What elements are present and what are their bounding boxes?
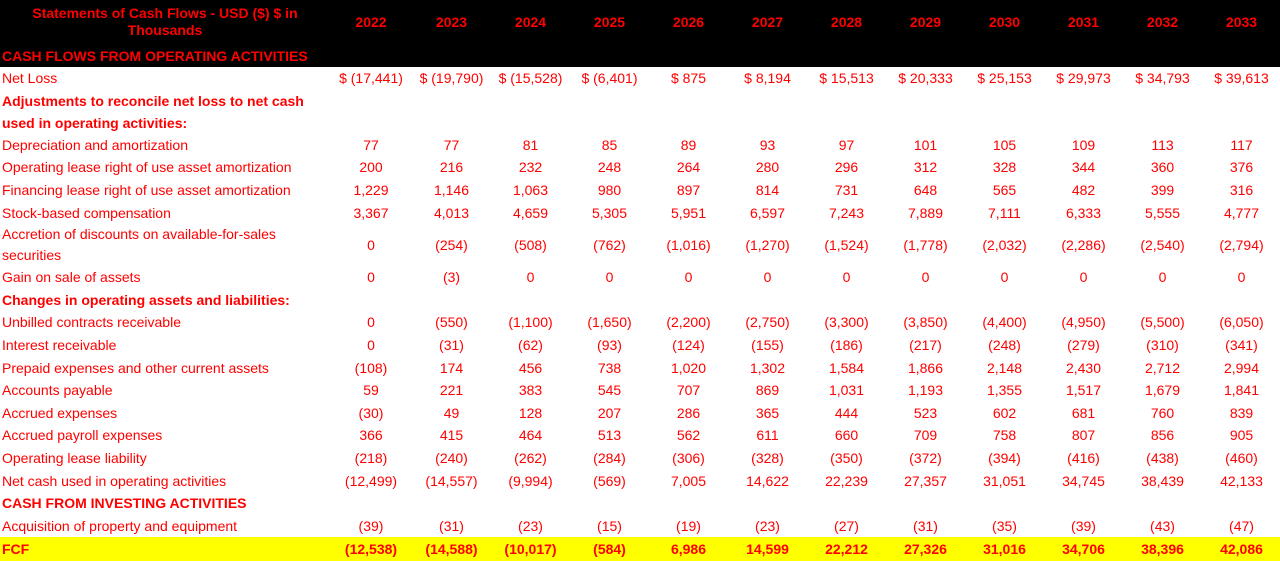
row-value: (9,994) <box>508 472 553 489</box>
table-row <box>0 201 1280 224</box>
row-value: 38,439 <box>1141 472 1184 489</box>
year-header: 2029 <box>886 0 965 44</box>
row-value: 1,517 <box>1065 382 1102 399</box>
row-value: 611 <box>756 427 779 444</box>
year-header: 2032 <box>1123 0 1202 44</box>
row-value: 399 <box>1150 182 1175 199</box>
row-value: 7,889 <box>907 204 944 221</box>
row-value: 1,063 <box>512 182 549 199</box>
row-value: 286 <box>676 404 701 421</box>
row-value: 34,745 <box>1062 472 1105 489</box>
row-value: 31,051 <box>983 472 1026 489</box>
row-value: (1,016) <box>666 236 711 253</box>
row-value: 7,111 <box>988 204 1021 221</box>
row-value: (341) <box>1225 337 1258 354</box>
row-value: (15) <box>597 517 622 534</box>
row-label: Gain on sale of assets <box>2 269 141 286</box>
row-value: 513 <box>597 427 622 444</box>
row-value: 565 <box>992 182 1017 199</box>
row-value: 1,841 <box>1223 382 1260 399</box>
row-value: 101 <box>913 136 938 153</box>
row-value: 415 <box>439 427 464 444</box>
row-value: 109 <box>1071 136 1096 153</box>
row-value: (14,557) <box>425 472 478 489</box>
year-header: 2031 <box>1044 0 1123 44</box>
table-row <box>0 515 1280 538</box>
row-value: 839 <box>1229 404 1254 421</box>
row-label: Acquisition of property and equipment <box>2 517 238 534</box>
row-value: 980 <box>597 182 622 199</box>
row-value: 2,148 <box>986 359 1023 376</box>
row-value: 660 <box>834 427 859 444</box>
header-row <box>0 0 1280 44</box>
row-value: (508) <box>514 236 547 253</box>
row-value: 0 <box>842 269 851 286</box>
row-value: (2,540) <box>1140 236 1185 253</box>
row-value: 2,430 <box>1065 359 1102 376</box>
section-changes <box>0 289 1280 312</box>
row-value: 93 <box>759 136 776 153</box>
row-value: (43) <box>1150 517 1175 534</box>
year-header: 2023 <box>412 0 491 44</box>
row-value: 344 <box>1071 159 1096 176</box>
row-value: (35) <box>992 517 1017 534</box>
row-value: 1,146 <box>433 182 470 199</box>
row-value: 42,086 <box>1202 537 1280 561</box>
row-value: (584) <box>570 537 649 561</box>
row-value: 105 <box>992 136 1017 153</box>
row-value: 5,305 <box>591 204 628 221</box>
row-value: (10,017) <box>491 537 570 561</box>
row-label: Net Loss <box>2 70 58 87</box>
table-row <box>0 67 1280 90</box>
row-value: 482 <box>1071 182 1096 199</box>
row-value: 77 <box>363 136 379 153</box>
section-heading: CASH FROM INVESTING ACTIVITIES <box>2 495 247 512</box>
row-value: 545 <box>597 382 622 399</box>
row-value: (186) <box>830 337 863 354</box>
row-value: (124) <box>672 337 705 354</box>
row-value: (47) <box>1229 517 1254 534</box>
row-value: 174 <box>439 359 464 376</box>
row-value: 31,016 <box>965 537 1044 561</box>
row-value: 814 <box>755 182 780 199</box>
row-value: 4,659 <box>512 204 549 221</box>
table-row <box>0 402 1280 425</box>
row-value: (12,538) <box>330 537 412 561</box>
row-value: 117 <box>1230 136 1253 153</box>
row-value: (248) <box>988 337 1021 354</box>
row-value: $ (17,441) <box>339 70 403 87</box>
row-value: 1,584 <box>828 359 865 376</box>
cash-flow-table <box>0 0 1280 67</box>
row-value: 1,866 <box>907 359 944 376</box>
row-value: (3,850) <box>903 314 948 331</box>
table-row <box>0 224 1280 266</box>
row-value: $ 39,613 <box>1214 70 1269 87</box>
row-value: 0 <box>921 269 930 286</box>
row-label: Operating lease right of use asset amortization <box>2 159 292 176</box>
row-value: $ 20,333 <box>898 70 953 87</box>
row-label: Net cash used in operating activities <box>2 472 227 489</box>
row-value: 97 <box>838 136 855 153</box>
row-value: (394) <box>988 450 1021 467</box>
row-value: (39) <box>1071 517 1096 534</box>
row-value: 14,599 <box>728 537 807 561</box>
row-value: 1,193 <box>907 382 944 399</box>
row-value: (62) <box>518 337 543 354</box>
table-title: Statements of Cash Flows - USD ($) $ in Thousands <box>0 0 330 44</box>
table-row <box>0 537 1280 561</box>
row-value: (1,778) <box>903 236 948 253</box>
row-value: 6,986 <box>649 537 728 561</box>
row-value: 316 <box>1229 182 1254 199</box>
row-value: (569) <box>593 472 626 489</box>
row-value: 81 <box>522 136 539 153</box>
row-value: 49 <box>443 404 460 421</box>
row-value: (14,588) <box>412 537 491 561</box>
row-value: 758 <box>992 427 1017 444</box>
row-value: 0 <box>367 314 375 331</box>
row-value: 7,243 <box>828 204 865 221</box>
row-value: (108) <box>354 359 388 376</box>
row-value: $ 29,973 <box>1056 70 1111 87</box>
row-value: 562 <box>676 427 701 444</box>
row-value: 444 <box>834 404 859 421</box>
row-label: Accounts payable <box>2 382 113 399</box>
row-value: (2,750) <box>745 314 790 331</box>
year-header: 2030 <box>965 0 1044 44</box>
row-value: (4,400) <box>982 314 1027 331</box>
row-value: 0 <box>367 236 375 253</box>
row-value: $ 34,793 <box>1135 70 1190 87</box>
row-value: (30) <box>358 404 384 421</box>
row-value: 296 <box>834 159 859 176</box>
row-value: 1,229 <box>353 182 389 199</box>
section-heading: Adjustments to reconcile net loss to net cash used in operating activities: <box>2 92 304 131</box>
row-value: 280 <box>755 159 780 176</box>
row-value: (254) <box>435 236 468 253</box>
row-value: 5,555 <box>1144 204 1181 221</box>
row-value: 0 <box>763 269 772 286</box>
section-heading: Changes in operating assets and liabilities: <box>2 291 290 308</box>
table-row <box>0 447 1280 470</box>
row-label: Prepaid expenses and other current assets <box>2 359 269 376</box>
table-row <box>0 334 1280 357</box>
row-value: 0 <box>1079 269 1088 286</box>
row-value: 128 <box>518 404 543 421</box>
row-value: (23) <box>755 517 780 534</box>
year-header: 2027 <box>728 0 807 44</box>
row-value: $ (15,528) <box>498 70 563 87</box>
row-value: (3,300) <box>824 314 869 331</box>
row-value: 34,706 <box>1044 537 1123 561</box>
row-value: (460) <box>1225 450 1258 467</box>
row-value: (284) <box>593 450 626 467</box>
row-value: 232 <box>518 159 543 176</box>
row-value: 709 <box>913 427 938 444</box>
row-value: 707 <box>676 382 701 399</box>
row-value: $ 15,513 <box>819 70 874 87</box>
row-value: (1,650) <box>587 314 632 331</box>
row-value: 85 <box>601 136 618 153</box>
row-value: 0 <box>1237 269 1246 286</box>
row-value: (39) <box>358 517 384 534</box>
row-value: 738 <box>597 359 622 376</box>
row-value: (550) <box>435 314 468 331</box>
row-value: 905 <box>1229 427 1254 444</box>
row-value: 0 <box>526 269 535 286</box>
row-value: 5,951 <box>670 204 707 221</box>
row-value: (6,050) <box>1219 314 1264 331</box>
cash-flow-body <box>0 67 1280 561</box>
row-value: (310) <box>1146 337 1179 354</box>
row-value: 27,357 <box>904 472 947 489</box>
row-label: FCF <box>0 537 330 561</box>
row-value: 0 <box>684 269 693 286</box>
row-value: 3,367 <box>353 204 389 221</box>
row-value: (350) <box>830 450 863 467</box>
row-value: 113 <box>1151 136 1174 153</box>
row-value: 648 <box>913 182 938 199</box>
row-value: 1,679 <box>1144 382 1181 399</box>
row-value: (262) <box>514 450 547 467</box>
row-value: 856 <box>1150 427 1175 444</box>
row-value: 731 <box>834 182 859 199</box>
row-value: 221 <box>439 382 464 399</box>
row-value: 6,333 <box>1065 204 1102 221</box>
row-value: 77 <box>443 136 460 153</box>
row-value: (12,499) <box>344 472 398 489</box>
table-row <box>0 311 1280 334</box>
row-value: 0 <box>367 269 375 286</box>
section-adjustments <box>0 90 1280 134</box>
row-value: (1,100) <box>508 314 553 331</box>
table-row <box>0 156 1280 179</box>
row-value: (1,270) <box>745 236 790 253</box>
row-value: 383 <box>518 382 543 399</box>
row-value: (2,286) <box>1061 236 1106 253</box>
row-value: (23) <box>518 517 543 534</box>
row-value: (438) <box>1146 450 1179 467</box>
row-value: $ (19,790) <box>419 70 484 87</box>
row-label: Operating lease liability <box>2 450 147 467</box>
row-value: 869 <box>755 382 780 399</box>
row-value: (27) <box>834 517 859 534</box>
row-value: 523 <box>913 404 938 421</box>
row-label: Accrued payroll expenses <box>2 427 163 444</box>
row-value: (279) <box>1067 337 1100 354</box>
row-value: 0 <box>367 337 375 354</box>
row-value: 1,031 <box>828 382 865 399</box>
row-value: 22,239 <box>825 472 868 489</box>
row-value: 464 <box>518 427 543 444</box>
row-value: 1,302 <box>749 359 786 376</box>
row-value: 2,712 <box>1144 359 1181 376</box>
row-value: 312 <box>913 159 938 176</box>
row-value: (4,950) <box>1061 314 1106 331</box>
row-value: (5,500) <box>1140 314 1185 331</box>
row-value: 207 <box>597 404 622 421</box>
row-value: 216 <box>439 159 464 176</box>
row-value: (19) <box>676 517 701 534</box>
row-label: Depreciation and amortization <box>2 136 188 153</box>
row-value: $ (6,401) <box>581 70 638 87</box>
row-value: 264 <box>676 159 701 176</box>
year-header: 2028 <box>807 0 886 44</box>
row-value: 4,777 <box>1223 204 1260 221</box>
year-header: 2033 <box>1202 0 1280 44</box>
row-value: 807 <box>1071 427 1096 444</box>
row-value: 0 <box>1158 269 1167 286</box>
year-header: 2024 <box>491 0 570 44</box>
row-value: 27,326 <box>886 537 965 561</box>
row-value: 6,597 <box>749 204 786 221</box>
row-value: $ 8,194 <box>744 70 791 87</box>
row-value: $ 875 <box>670 70 707 87</box>
row-value: 38,396 <box>1123 537 1202 561</box>
row-label: Interest receivable <box>2 337 117 354</box>
year-header: 2025 <box>570 0 649 44</box>
row-value: 328 <box>992 159 1017 176</box>
table-row <box>0 134 1280 157</box>
row-value: 2,994 <box>1223 359 1260 376</box>
row-value: (31) <box>913 517 938 534</box>
row-value: (416) <box>1067 450 1100 467</box>
table-row <box>0 424 1280 447</box>
row-value: 360 <box>1150 159 1175 176</box>
row-value: (93) <box>597 337 622 354</box>
row-value: 89 <box>680 136 697 153</box>
row-label: Unbilled contracts receivable <box>2 314 181 331</box>
section-investing <box>0 492 1280 515</box>
row-value: (31) <box>439 337 464 354</box>
row-value: (31) <box>439 517 464 534</box>
table-row <box>0 356 1280 379</box>
row-value: 760 <box>1150 404 1175 421</box>
row-value: 897 <box>676 182 701 199</box>
row-value: (217) <box>909 337 942 354</box>
row-value: 4,013 <box>433 204 470 221</box>
row-value: 1,355 <box>986 382 1023 399</box>
row-value: 602 <box>992 404 1017 421</box>
row-value: (240) <box>435 450 468 467</box>
row-value: 0 <box>1000 269 1009 286</box>
row-value: 22,212 <box>807 537 886 561</box>
row-value: 456 <box>518 359 543 376</box>
row-value: 7,005 <box>670 472 707 489</box>
row-value: 376 <box>1229 159 1254 176</box>
row-value: $ 25,153 <box>977 70 1032 87</box>
row-value: (3) <box>442 269 461 286</box>
section-operating <box>0 44 1280 67</box>
row-value: 366 <box>359 427 383 444</box>
year-header: 2022 <box>330 0 412 44</box>
row-value: 42,133 <box>1220 472 1263 489</box>
row-value: 14,622 <box>746 472 789 489</box>
row-value: (762) <box>593 236 626 253</box>
row-value: (372) <box>909 450 942 467</box>
year-header: 2026 <box>649 0 728 44</box>
row-value: (1,524) <box>824 236 869 253</box>
row-value: 200 <box>359 159 383 176</box>
row-value: (155) <box>751 337 784 354</box>
row-label: Stock-based compensation <box>2 204 171 221</box>
row-value: (2,794) <box>1219 236 1264 253</box>
table-row <box>0 469 1280 492</box>
table-row <box>0 266 1280 289</box>
row-value: 0 <box>605 269 614 286</box>
section-heading: CASH FLOWS FROM OPERATING ACTIVITIES <box>0 44 330 67</box>
row-label: Accretion of discounts on available-for-sales securities <box>2 225 276 263</box>
row-value: 365 <box>755 404 780 421</box>
row-value: (2,200) <box>666 314 711 331</box>
row-value: (2,032) <box>982 236 1027 253</box>
row-value: (306) <box>672 450 705 467</box>
row-label: Financing lease right of use asset amortization <box>2 182 291 199</box>
table-row <box>0 379 1280 402</box>
row-value: (218) <box>354 450 388 467</box>
row-value: 59 <box>363 382 379 399</box>
row-value: (328) <box>751 450 784 467</box>
row-label: Accrued expenses <box>2 404 118 421</box>
row-value: 1,020 <box>670 359 707 376</box>
table-row <box>0 179 1280 202</box>
row-value: 248 <box>597 159 622 176</box>
row-value: 681 <box>1071 404 1096 421</box>
